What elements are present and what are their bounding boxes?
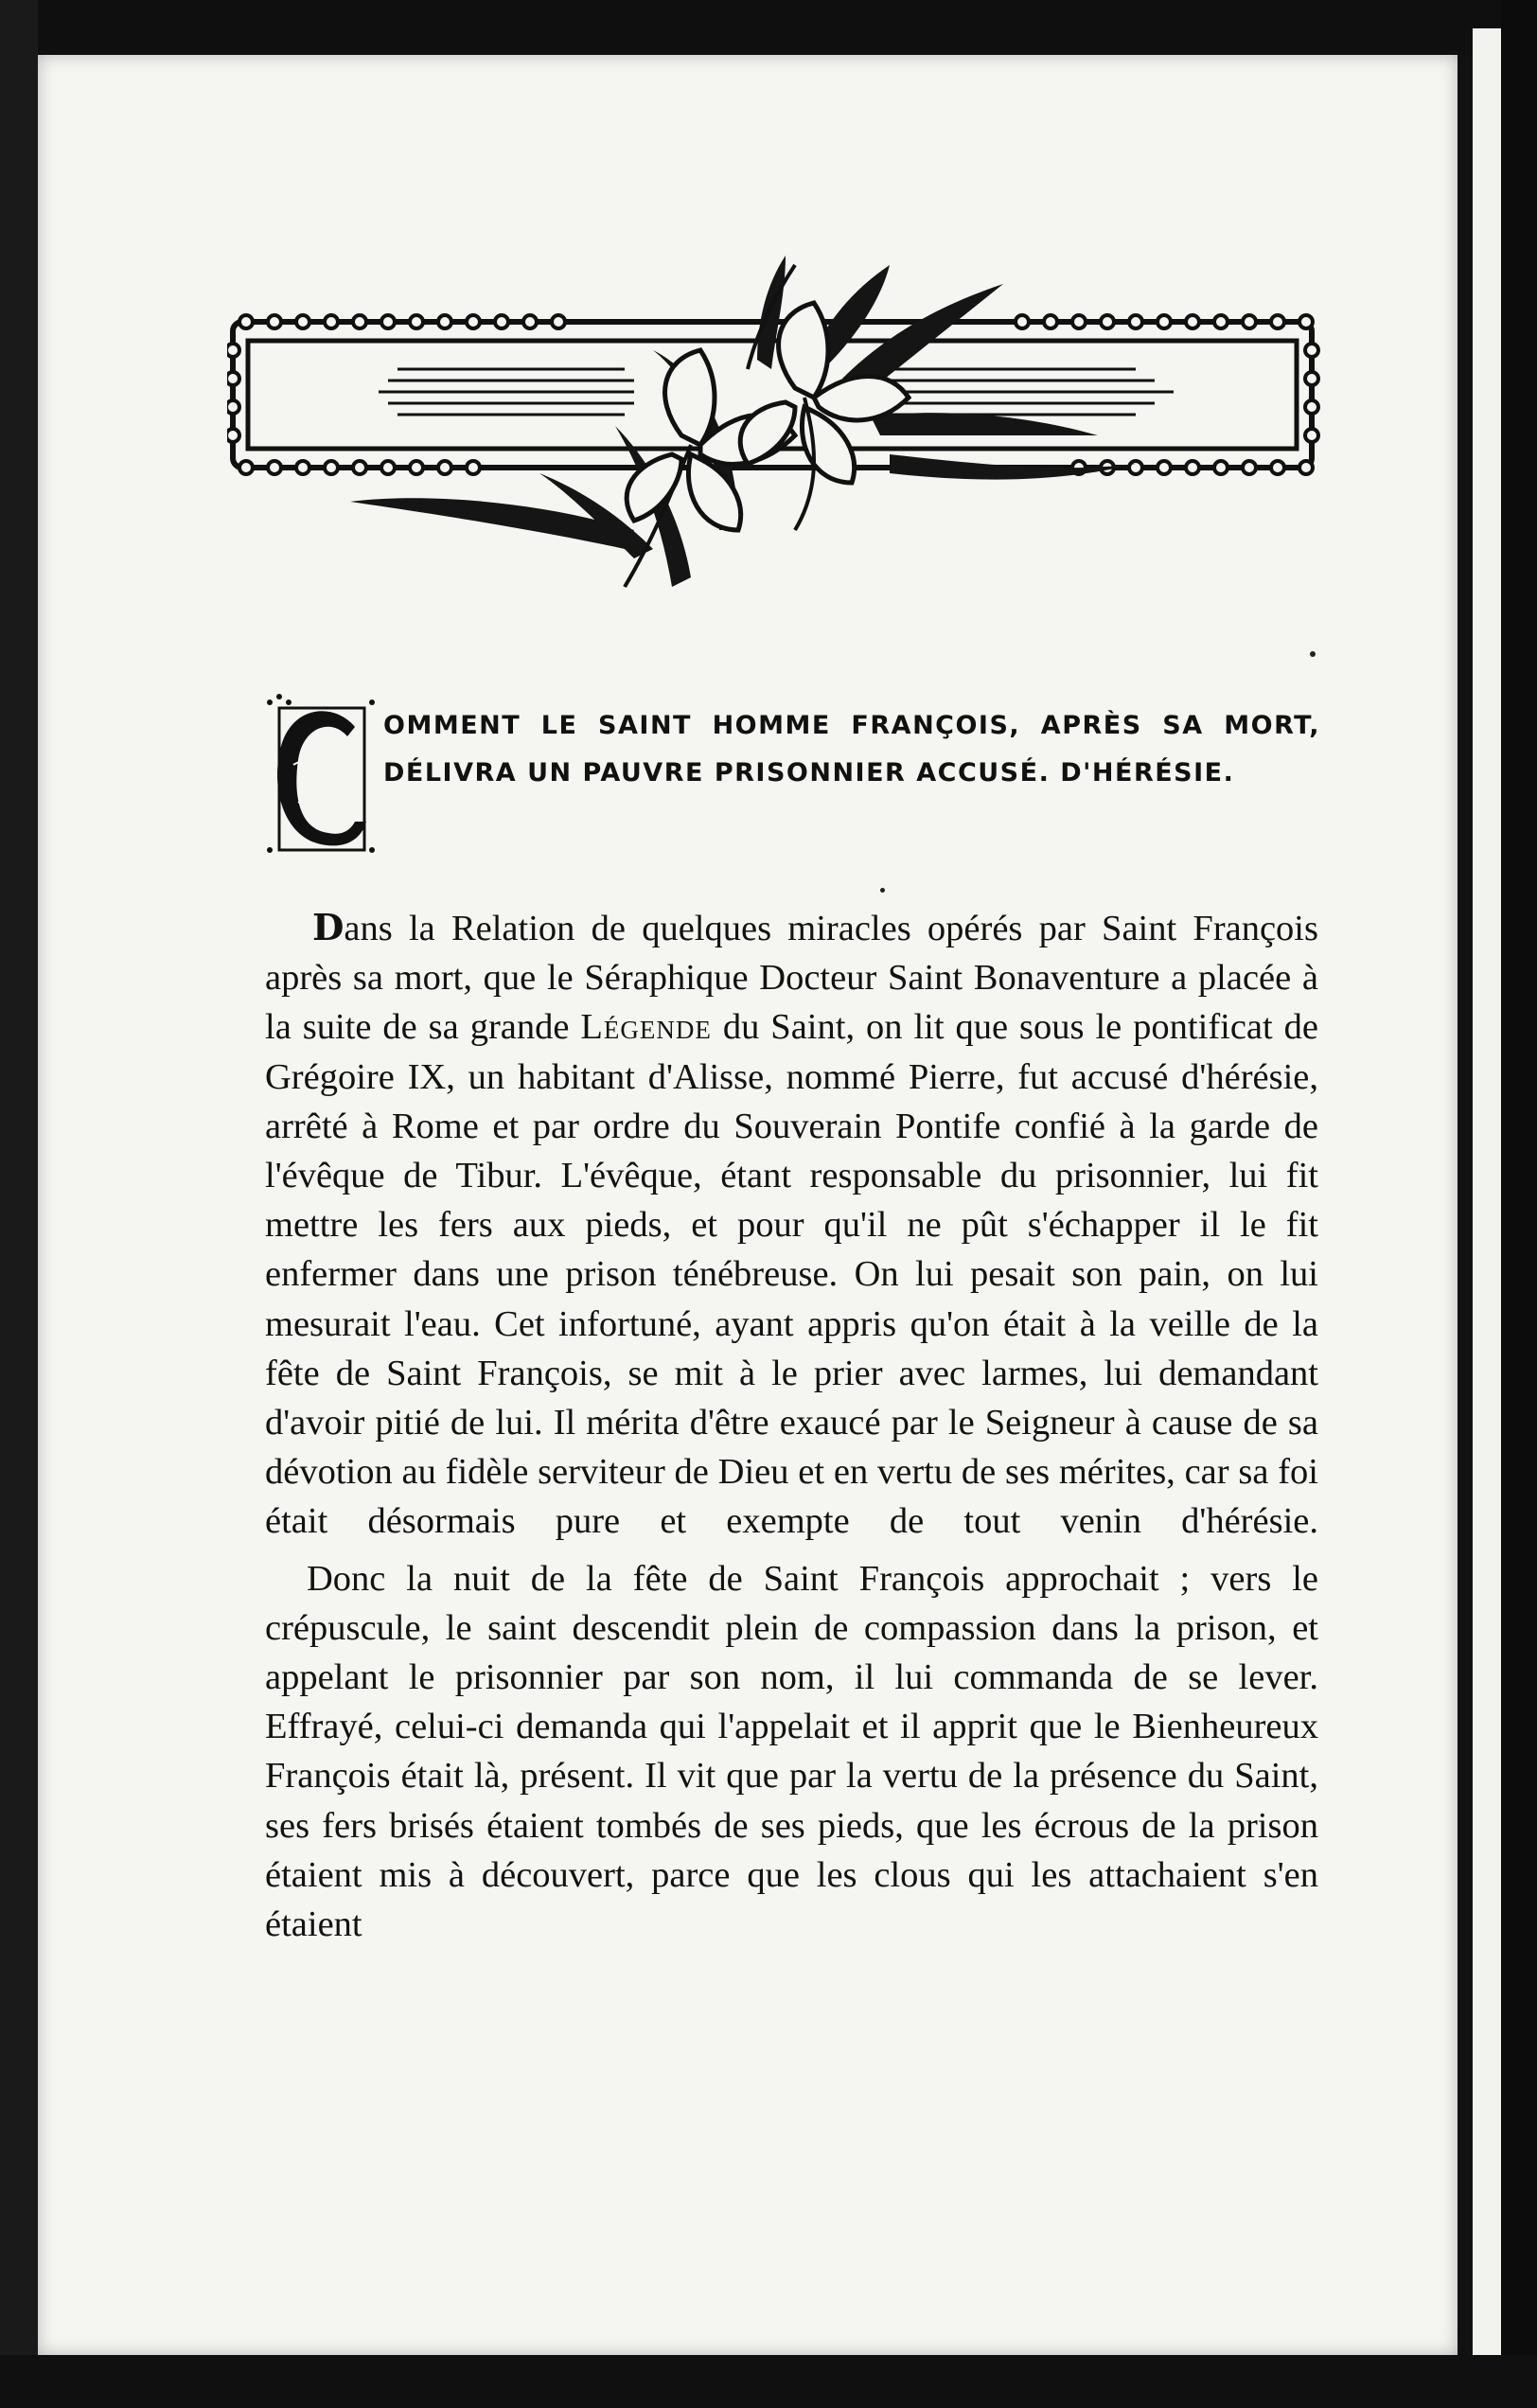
legende-smallcaps: Légende xyxy=(580,1007,712,1048)
lily-ornament-headpiece xyxy=(227,246,1325,606)
scan-right-border xyxy=(1501,0,1537,2408)
paragraph-1-text-before: ans la Relation de quelques miracles opérés par Saint François après sa mort, que le Séraphique Docteur Saint Bonaventure a placée à la suite de sa grande xyxy=(265,909,1318,1048)
scan-bottom-border xyxy=(0,2355,1537,2408)
chapter-title: OMMENT LE SAINT HOMME FRANÇOIS, APRÈS SA MORT, DÉLIVRA UN PAUVRE PRISONNIER ACCUSÉ. D'HÉRÉSIE. xyxy=(383,711,1320,788)
speck xyxy=(1310,651,1316,657)
chapter-body xyxy=(265,904,1318,1949)
scan-top-border xyxy=(0,0,1537,55)
paragraph-initial: D xyxy=(312,907,344,949)
paragraph-1-text-after: du Saint, on lit que sous le pontificat de Grégoire IX, un habitant d'Alisse, nommé Pierre, fut accusé d'hérésie, arrêté à Rome et par ordre du Souverain Pontife confié à la garde de l'évêque de Tibur. L'évêque, étant responsable du prisonnier, lui fit mettre les fers aux pieds, et pour qu'il ne pût s'échapper il le fit enfermer dans une prison ténébreuse. On lui pesait son pain, on lui mesurait l'eau. Cet infortuné, ayant appris qu'on était à la veille de la fête de Saint François, se mit à le prier avec larmes, lui demandant d'avoir pitié de lui. Il mérita d'être exaucé par le Seigneur à cause de sa dévotion au fidèle serviteur de Dieu et en vertu de ses mérites, car sa foi était désormais pure et exempte de tout venin d'hérésie. xyxy=(265,1007,1319,1542)
scan-left-border xyxy=(0,0,38,2408)
drop-cap-letter: C xyxy=(313,805,321,815)
paragraph-2: Donc la nuit de la fête de Saint François approchait ; vers le crépuscule, le saint descendit plein de compassion dans la prison, et appelant le prisonnier par son nom, il lui commanda de se lever. Effrayé, celui-ci demanda qui l'appelait et il apprit que le Bienheureux François était là, présent. Il vit que par la vertu de la présence du Saint, ses fers brisés étaient tombés de ses pieds, que les écrous de la prison étaient mis à découvert, parce que les clous qui les attachaient s'en étaient xyxy=(265,1558,1318,1945)
chapter-heading xyxy=(260,689,1320,878)
speck xyxy=(880,888,885,893)
illuminated-drop-cap xyxy=(260,689,379,859)
paragraph-1 xyxy=(265,904,1318,1547)
adjacent-page-edge xyxy=(1473,28,1501,2357)
